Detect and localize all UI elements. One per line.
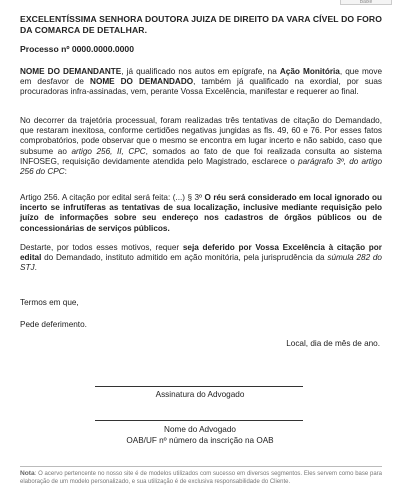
document-heading: EXCELENTÍSSIMA SENHORA DOUTORA JUIZA DE DIREITO DA VARA CÍVEL DO FORO DA COMARCA DE DETALHAR. — [20, 14, 382, 35]
p4-text-3: . — [34, 263, 37, 273]
defendant-name: NOME DO DEMANDADO — [90, 77, 194, 87]
p4-citation: súmula 282 do STJ — [20, 253, 382, 273]
p2-citation-2: parágrafo 3º, do artigo 256 do CPC — [20, 156, 383, 177]
lawyer-block — [0, 425, 400, 446]
lawyer-name: Nome do Advogado — [164, 425, 236, 434]
p2-citation-1: artigo 256, II, CPC — [71, 146, 146, 156]
p3-quote-bold: O réu será considerado em local ignorado ou incerto se infrutíferas as tentativas de sua localização, inclusive mediante requisição pelo juízo de informações sobre seu endereço nos cadastros de órgãos públicos ou de concessionárias de serviços públicos. — [20, 193, 382, 233]
closing-line-2: Pede deferimento. — [20, 320, 87, 329]
footer-divider — [20, 466, 382, 467]
p4-request-bold: seja deferido por Vossa Excelência à citação por edital — [20, 243, 382, 263]
p2-text-1: No decorrer da trajetória processual, foram realizadas três tentativas de citação do Demandado, que restaram inexitosa, conforme certidões negativas jungidas as fls. 49, 60 e 76. Por esses fatos comprobatórios, pode observar que o mesmo se encontra em lugar incerto e não sabido, caso que subsume ao — [20, 116, 382, 156]
signature-line — [95, 386, 303, 387]
p2-text-3: : — [64, 167, 67, 177]
p1-text-3: , também já qualificado na exordial, por suas procuradoras infra-assinadas, vem, perante Vossa Excelência, manifestar e requerer ao final. — [20, 77, 382, 97]
place-date: Local, dia de mês de ano. — [286, 339, 380, 348]
p4-text-2: do Demandado, instituto admitido em ação monitória, pela jurisprudência da — [41, 253, 328, 263]
footer-note — [20, 470, 382, 486]
p3-text-1: Artigo 256. A citação por edital será feita: (...) § 3º — [20, 193, 205, 202]
p2-text-2: , somados ao fato de que foi realizada consulta ao sistema INFOSEG, requisição devidamente atendida pelo Magistrado, esclarece o — [20, 146, 382, 166]
top-tab[interactable] — [340, 0, 392, 5]
paragraph-legal-quote — [20, 193, 382, 234]
note-text: : O acervo pertencente no nosso site é de modelos utilizados com sucesso em diversos segmentos. Eles servem como base para elaboração de um modelo personalizado, e sua utilização é de exclusiva responsabilidade do Cliente. — [20, 471, 382, 485]
plaintiff-name: NOME DO DEMANDANTE — [20, 67, 122, 76]
lawyer-name-line — [95, 420, 303, 421]
signature-label: Assinatura do Advogado — [155, 390, 245, 399]
p4-text-1: Destarte, por todos esses motivos, requer — [20, 243, 183, 252]
p1-text-1: , já qualificado nos autos em epígrafe, na — [121, 67, 280, 76]
paragraph-introduction — [20, 67, 382, 98]
paragraph-facts — [20, 116, 382, 177]
p1-text-2: , que move em desfavor de — [20, 67, 382, 87]
process-number: Processo nº 0000.0000.0000 — [20, 44, 134, 54]
lawyer-oab: OAB/UF nº número da inscrição na OAB — [126, 435, 274, 445]
closing-line-1: Termos em que, — [20, 298, 79, 307]
top-tab-label: Baixe — [359, 0, 373, 5]
paragraph-request — [20, 243, 382, 274]
action-type: Ação Monitória — [279, 67, 340, 76]
note-label: Nota — [20, 470, 35, 477]
